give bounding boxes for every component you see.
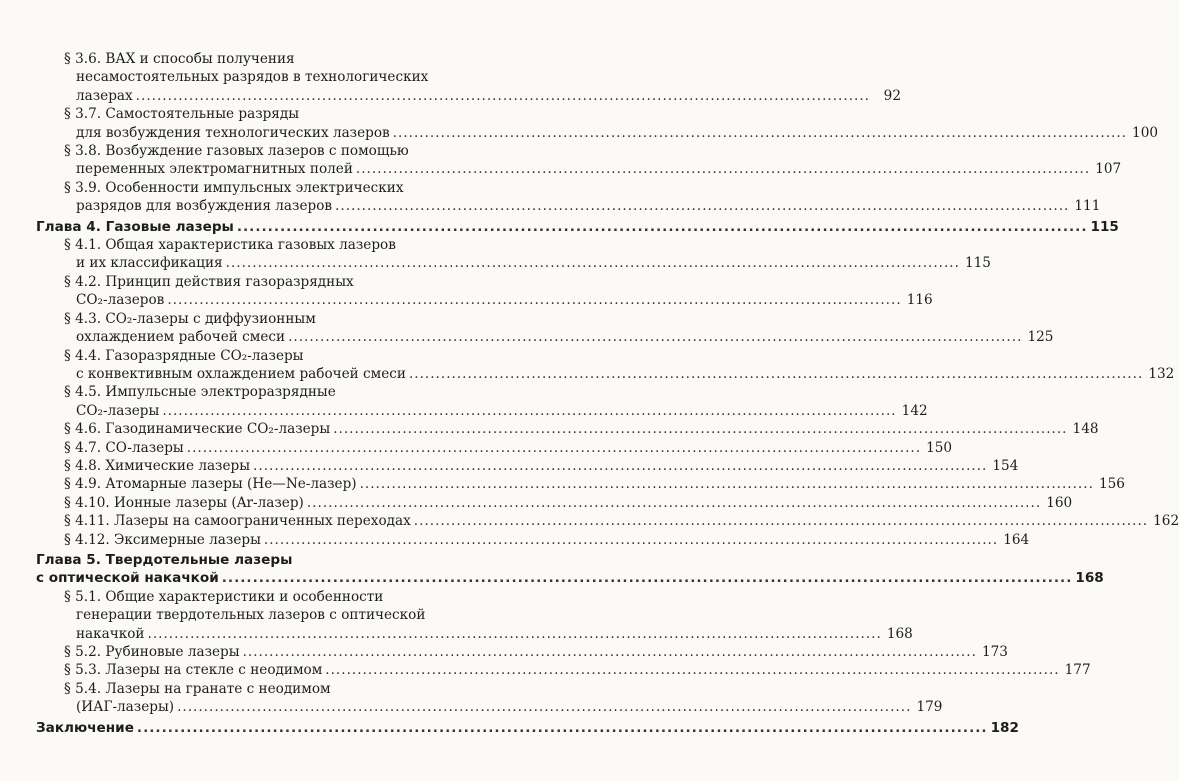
page-number: 142 bbox=[901, 402, 928, 419]
toc-entry-4-3 bbox=[36, 310, 1054, 347]
toc-entry-5-2 bbox=[36, 643, 1008, 661]
toc-last-line bbox=[36, 197, 1101, 215]
toc-line: (ИАГ-лазеры) bbox=[76, 699, 175, 716]
leader-dots: .......................................................................................................................................... bbox=[135, 87, 870, 104]
toc-line: лазерах bbox=[76, 87, 133, 104]
page-number: 116 bbox=[906, 292, 933, 309]
leader-dots: .......................................................................................................................................... bbox=[263, 531, 999, 548]
toc-last-line bbox=[36, 439, 953, 457]
page-number: 168 bbox=[886, 625, 913, 642]
toc-entry-4-8 bbox=[36, 457, 1019, 475]
chapter-title: с оптической накачкой bbox=[36, 570, 219, 587]
page-number: 115 bbox=[965, 255, 991, 272]
toc-line: § 4.12. Эксимерные лазеры bbox=[64, 531, 261, 548]
toc-entry-4-11 bbox=[36, 512, 1179, 530]
toc-line: CO₂-лазеров bbox=[76, 292, 165, 309]
page-number: 148 bbox=[1072, 421, 1099, 438]
toc-last-line bbox=[36, 87, 901, 105]
toc-last-line bbox=[36, 291, 933, 309]
toc-line: § 4.1. Общая характеристика газовых лазеров bbox=[64, 237, 396, 254]
leader-dots: .......................................................................................................................................... bbox=[147, 625, 882, 642]
page-number: 107 bbox=[1095, 161, 1122, 178]
toc-entry-4-9 bbox=[36, 475, 1125, 493]
toc-line: § 4.5. Импульсные электроразрядные bbox=[64, 384, 336, 401]
toc-last-line bbox=[36, 328, 1054, 346]
toc-line: с конвективным охлаждением рабочей смеси bbox=[76, 365, 406, 382]
leader-dots: .......................................................................................................................................... bbox=[242, 644, 977, 660]
toc-last-line bbox=[36, 365, 1175, 383]
chapter-title: Глава 4. Газовые лазеры bbox=[36, 218, 234, 235]
page-number: 132 bbox=[1148, 365, 1175, 382]
toc-entry-3-6 bbox=[36, 50, 901, 105]
toc-entry-4-1 bbox=[36, 236, 991, 273]
toc-last-line bbox=[36, 402, 928, 420]
leader-dots: .......................................................................................................................................... bbox=[177, 699, 912, 716]
toc-entry-3-9 bbox=[36, 179, 1101, 216]
toc-entry-4-2 bbox=[36, 273, 933, 310]
toc-line: разрядов для возбуждения лазеров bbox=[76, 198, 333, 215]
toc-last-line bbox=[36, 512, 1179, 530]
toc-last-line bbox=[36, 625, 913, 643]
page-number: 168 bbox=[1075, 570, 1104, 587]
toc-line: генерации твердотельных лазеров с оптической bbox=[76, 607, 426, 624]
toc-line: § 4.9. Атомарные лазеры (He—Ne-лазер) bbox=[64, 476, 357, 493]
leader-dots: .......................................................................................................................................... bbox=[413, 513, 1149, 530]
leader-dots: .......................................................................................................................................... bbox=[359, 476, 1094, 493]
leader-dots: .......................................................................................................................................... bbox=[333, 421, 1068, 438]
toc-last-line bbox=[36, 643, 1008, 661]
toc-line: переменных электромагнитных полей bbox=[76, 161, 353, 178]
page-number: 100 bbox=[1132, 124, 1158, 141]
toc-last-line bbox=[36, 160, 1122, 178]
toc-line: § 3.6. ВАХ и способы получения bbox=[64, 51, 295, 67]
toc-entry-3-7 bbox=[36, 105, 1158, 142]
toc-line: § 3.7. Самостоятельные разряды bbox=[64, 106, 300, 123]
toc-entry-3-8 bbox=[36, 142, 1122, 179]
page-number: 182 bbox=[990, 719, 1019, 736]
toc-entry-5-3 bbox=[36, 661, 1091, 679]
leader-dots: .......................................................................................................................................... bbox=[355, 161, 1091, 178]
toc-chapter-4 bbox=[36, 218, 1119, 236]
toc-last-line bbox=[36, 569, 1104, 587]
toc-entry-4-12 bbox=[36, 531, 1030, 549]
toc-last-line bbox=[36, 124, 1158, 142]
toc-line: § 4.3. CO₂-лазеры с диффузионным bbox=[64, 310, 316, 327]
toc-line: § 5.2. Рубиновые лазеры bbox=[64, 644, 240, 660]
toc-entry-4-6 bbox=[36, 420, 1099, 438]
leader-dots: .......................................................................................................................................... bbox=[306, 494, 1042, 511]
toc-line: § 4.11. Лазеры на самоограниченных переходах bbox=[64, 513, 411, 530]
toc-entry-4-7 bbox=[36, 439, 953, 457]
toc-last-line bbox=[36, 698, 943, 716]
toc-line: и их классификация bbox=[76, 255, 223, 272]
leader-dots: .......................................................................................................................................... bbox=[136, 719, 988, 736]
toc-line: § 4.4. Газоразрядные CO₂-лазеры bbox=[64, 347, 304, 364]
toc-entry-4-4 bbox=[36, 347, 1175, 384]
toc-line: накачкой bbox=[76, 625, 145, 642]
toc-chapter-5 bbox=[36, 551, 1104, 588]
toc-last-line bbox=[36, 420, 1099, 438]
leader-dots: .......................................................................................................................................... bbox=[335, 198, 1070, 215]
page-number: 125 bbox=[1027, 329, 1054, 346]
toc-last-line bbox=[36, 457, 1019, 475]
page-number: 173 bbox=[981, 644, 1008, 660]
leader-dots: .......................................................................................................................................... bbox=[221, 570, 1073, 587]
chapter-title: Заключение bbox=[36, 719, 134, 736]
leader-dots: .......................................................................................................................................... bbox=[325, 662, 1060, 679]
toc-line: охлаждением рабочей смеси bbox=[76, 329, 286, 346]
leader-dots: .......................................................................................................................................... bbox=[253, 457, 988, 474]
toc-conclusion bbox=[36, 719, 1019, 737]
leader-dots: .......................................................................................................................................... bbox=[167, 292, 902, 309]
toc-last-line bbox=[36, 254, 991, 272]
toc-entry-5-4 bbox=[36, 680, 943, 717]
toc-last-line bbox=[36, 218, 1119, 236]
toc-line: § 3.8. Возбуждение газовых лазеров с помощью bbox=[64, 143, 409, 160]
toc-line: для возбуждения технологических лазеров bbox=[76, 124, 390, 141]
toc-last-line bbox=[36, 494, 1073, 512]
chapter-title: Глава 5. Твердотельные лазеры bbox=[36, 551, 293, 568]
toc-line: § 3.9. Особенности импульсных электрических bbox=[64, 179, 404, 196]
toc-line: несамостоятельных разрядов в технологических bbox=[76, 69, 429, 86]
toc-entry-4-5 bbox=[36, 383, 928, 420]
toc-line: § 4.6. Газодинамические CO₂-лазеры bbox=[64, 421, 331, 438]
toc-line: § 4.2. Принцип действия газоразрядных bbox=[64, 273, 354, 290]
page-number: 156 bbox=[1098, 476, 1125, 493]
leader-dots: .......................................................................................................................................... bbox=[236, 218, 1088, 235]
page-number: 164 bbox=[1003, 531, 1030, 548]
toc-line: § 4.7. CO-лазеры bbox=[64, 439, 184, 456]
toc-last-line bbox=[36, 475, 1125, 493]
table-of-contents bbox=[36, 50, 1179, 737]
toc-line: § 4.8. Химические лазеры bbox=[64, 457, 251, 474]
leader-dots: .......................................................................................................................................... bbox=[392, 124, 1127, 141]
toc-last-line bbox=[36, 661, 1091, 679]
leader-dots: .......................................................................................................................................... bbox=[225, 255, 960, 272]
leader-dots: .......................................................................................................................................... bbox=[408, 365, 1144, 382]
page-number: 111 bbox=[1074, 198, 1101, 215]
toc-last-line bbox=[36, 531, 1030, 549]
toc-entry-4-10 bbox=[36, 494, 1073, 512]
toc-last-line bbox=[36, 719, 1019, 737]
toc-line: CO₂-лазеры bbox=[76, 402, 160, 419]
page-number: 150 bbox=[926, 439, 953, 456]
page-number: 162 bbox=[1153, 513, 1179, 530]
page-number: 160 bbox=[1046, 494, 1073, 511]
toc-line: § 5.1. Общие характеристики и особенности bbox=[64, 588, 384, 605]
leader-dots: .......................................................................................................................................... bbox=[288, 329, 1023, 346]
page-number: 177 bbox=[1064, 662, 1091, 679]
toc-line: § 5.4. Лазеры на гранате с неодимом bbox=[64, 680, 331, 697]
page-number: 179 bbox=[916, 699, 943, 716]
leader-dots: .......................................................................................................................................... bbox=[162, 402, 897, 419]
leader-dots: .......................................................................................................................................... bbox=[186, 439, 922, 456]
page-number: 92 bbox=[883, 87, 901, 104]
toc-line: § 4.10. Ионные лазеры (Ar-лазер) bbox=[64, 494, 304, 511]
page-number: 115 bbox=[1090, 218, 1119, 235]
toc-entry-5-1 bbox=[36, 588, 913, 643]
toc-line: § 5.3. Лазеры на стекле с неодимом bbox=[64, 662, 323, 679]
page-number: 154 bbox=[992, 457, 1019, 474]
